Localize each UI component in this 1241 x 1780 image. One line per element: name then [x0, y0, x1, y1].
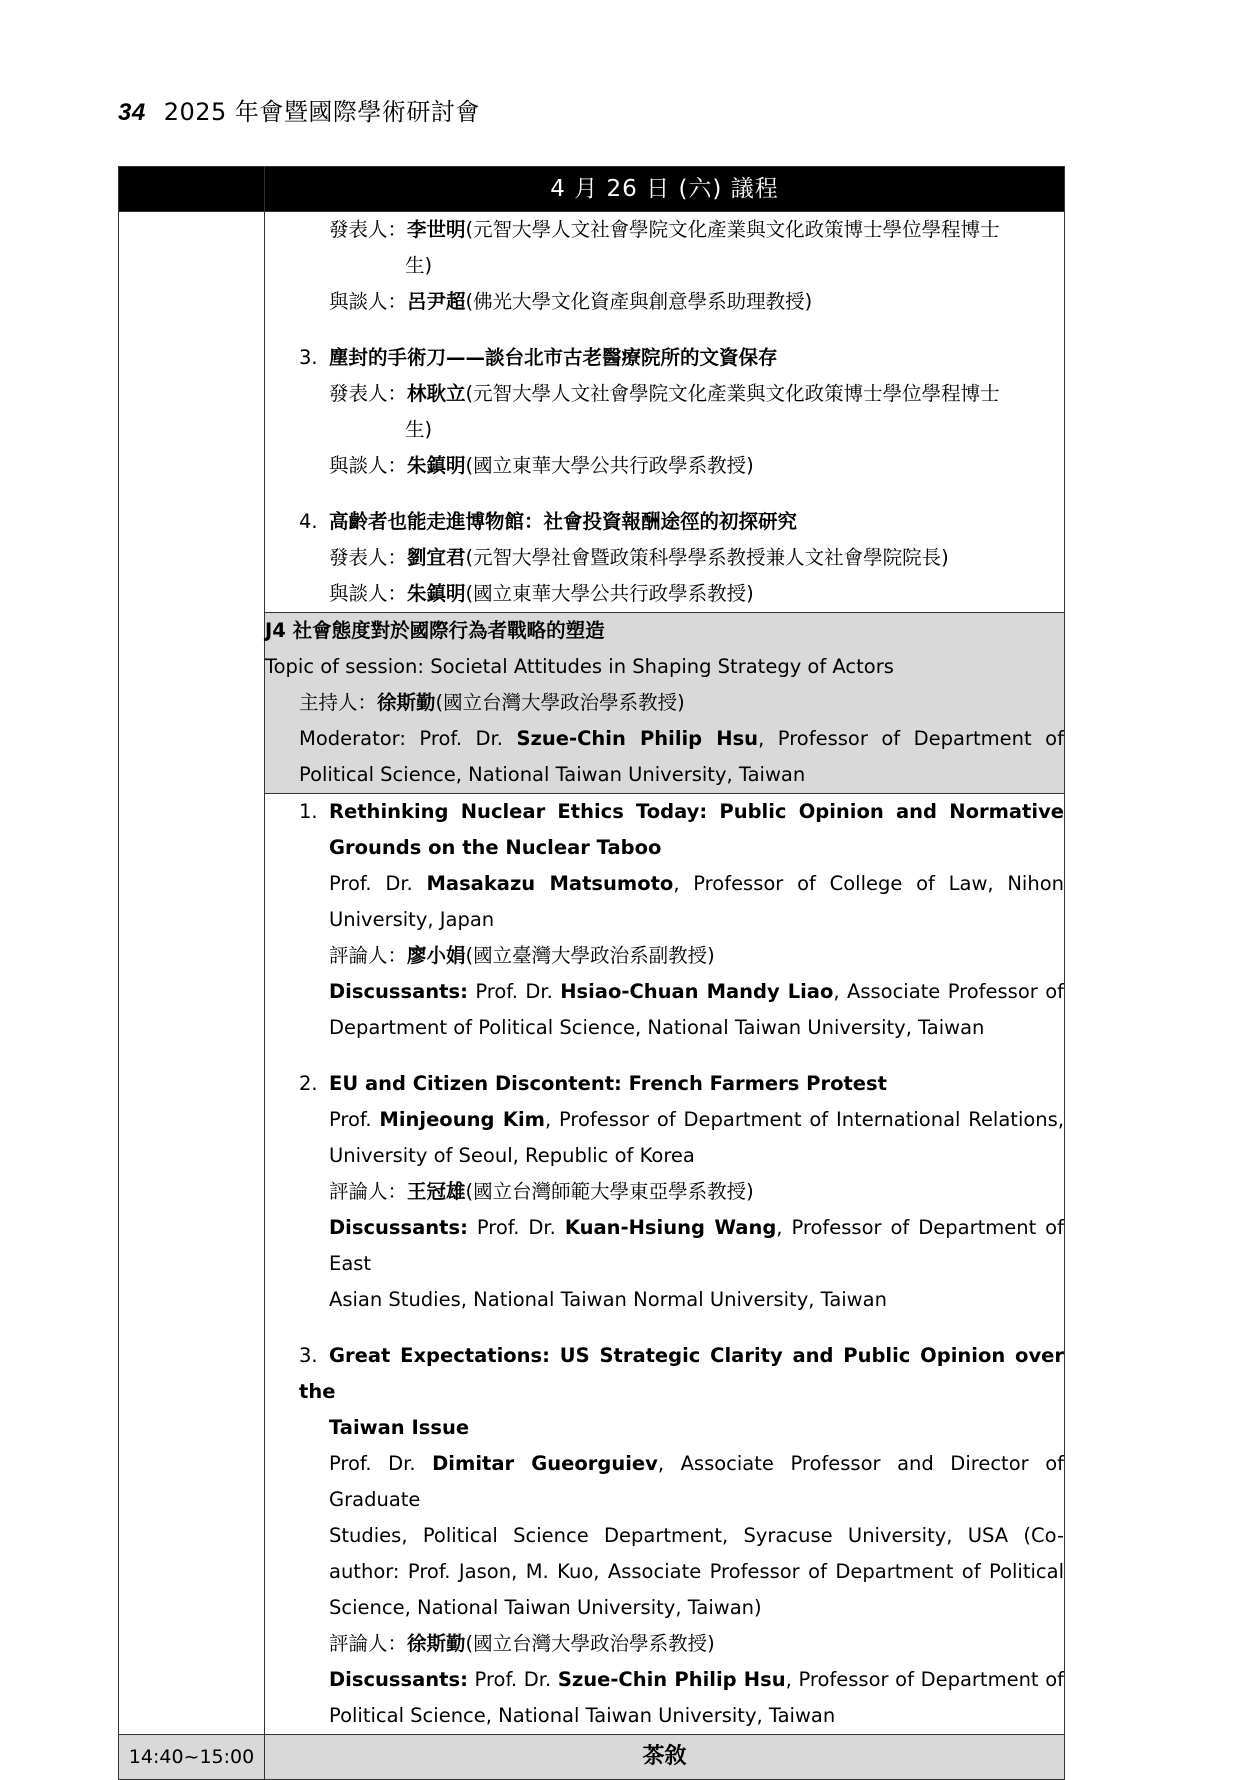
presenter-affiliation-cont: 生): [405, 254, 433, 277]
discussant-affiliation: (佛光大學文化資產與創意學系助理教授): [465, 290, 813, 313]
discussant-label: Discussants:: [329, 980, 468, 1003]
paper-title-line: [265, 340, 1064, 376]
author-affiliation-cont: Studies, Political Science Department, Syracuse University, USA (Co-: [329, 1524, 1064, 1547]
reviewer-label: 評論人：: [329, 944, 408, 967]
discussant-line: [265, 284, 1064, 320]
discussant-prefix: Prof. Dr.: [467, 1668, 558, 1691]
presenter-line: [265, 540, 1064, 576]
reviewer-name: 王冠雄: [407, 1180, 466, 1203]
document-title: 2025 年會暨國際學術研討會: [163, 98, 480, 126]
author-line: [265, 1446, 1064, 1518]
discussant-line: [265, 974, 1064, 1010]
break-row: [119, 1735, 1065, 1780]
paper-title: EU and Citizen Discontent: French Farmers Protest: [329, 1072, 887, 1095]
reviewer-label: 評論人：: [329, 1180, 408, 1203]
author-prefix: Prof. Dr.: [329, 1452, 433, 1475]
paper-title-line: [265, 504, 1064, 540]
presenter-label: 發表人：: [329, 382, 408, 405]
paper-number: 3.: [299, 346, 318, 369]
break-label-cell: [265, 1735, 1065, 1780]
reviewer-name: 廖小娟: [407, 944, 466, 967]
session-topic-en: Topic of session: Societal Attitudes in Shaping Strategy of Actors: [265, 655, 894, 678]
reviewer-name: 徐斯勤: [407, 1632, 466, 1655]
paper-number: 2.: [299, 1072, 318, 1095]
discussant-name: Kuan-Hsiung Wang: [564, 1216, 777, 1239]
discussant-name: 朱鎮明: [407, 582, 466, 605]
moderator-en-affiliation: , Professor of Department of: [758, 727, 1064, 750]
break-time-cell: [119, 1735, 265, 1780]
presenter-name: 李世明: [407, 218, 466, 241]
presenter-affiliation: (元智大學社會暨政策科學學系教授兼人文社會學院院長): [465, 546, 949, 569]
discussant-prefix: Prof. Dr.: [467, 980, 561, 1003]
author-affiliation-cont: University, Japan: [329, 908, 495, 931]
reviewer-affiliation: (國立台灣師範大學東亞學系教授): [465, 1180, 754, 1203]
paper-number: 3.: [299, 1344, 318, 1367]
moderator-en-line-cont: Political Science, National Taiwan University, Taiwan: [299, 763, 806, 786]
discussant-affiliation: , Professor of Department of East: [329, 1216, 1064, 1275]
session-header-cell: [265, 613, 1065, 794]
running-head: [118, 96, 480, 129]
paper-title: 高齡者也能走進博物館：社會投資報酬途徑的初探研究: [329, 510, 798, 533]
author-name: Masakazu Matsumoto: [426, 872, 674, 895]
author-prefix: Prof.: [329, 1108, 380, 1131]
paper-title-line: [265, 794, 1064, 830]
discussant-label: 與談人：: [329, 290, 408, 313]
table-header-row: [119, 167, 1065, 212]
discussant-affiliation-cont: Political Science, National Taiwan University, Taiwan: [329, 1704, 836, 1727]
session-code-title: [265, 613, 1064, 649]
discussant-affiliation-cont: Department of Political Science, National Taiwan University, Taiwan: [329, 1016, 985, 1039]
header-date-cell: [265, 167, 1065, 212]
discussant-affiliation: , Associate Professor of: [833, 980, 1064, 1003]
author-affiliation: , Professor of College of Law, Nihon: [673, 872, 1064, 895]
paper-title-cont: [265, 830, 1064, 866]
reviewer-affiliation: (國立台灣大學政治學系教授): [465, 1632, 715, 1655]
discussant-affiliation-cont: Asian Studies, National Taiwan Normal University, Taiwan: [329, 1288, 887, 1311]
paper-title-cont: [265, 1410, 1064, 1446]
presenter-affiliation: (元智大學人文社會學院文化產業與文化政策博士學位學程博士: [465, 382, 1000, 405]
discussant-affiliation: (國立東華大學公共行政學系教授): [465, 454, 754, 477]
header-time-cell: [119, 167, 265, 212]
reviewer-line: [265, 1626, 1064, 1662]
author-prefix: Prof. Dr.: [329, 872, 427, 895]
paper-title: Rethinking Nuclear Ethics Today: Public Opinion and Normative: [329, 800, 1064, 823]
moderator-label: 主持人：: [299, 691, 378, 714]
author-affiliation-cont: author: Prof. Jason, M. Kuo, Associate Professor of Department of Political: [329, 1560, 1064, 1583]
presenter-line: [265, 376, 1064, 412]
presenter-name: 林耿立: [407, 382, 466, 405]
session-title-zh: J4 社會態度對於國際行為者戰略的塑造: [265, 619, 605, 642]
time-cell-empty: [119, 212, 265, 1735]
author-line: [265, 866, 1064, 902]
discussant-label: 與談人：: [329, 454, 408, 477]
discussant-affiliation: , Professor of Department of: [785, 1668, 1064, 1691]
continued-papers-cell: [265, 212, 1065, 613]
author-name: Dimitar Gueorguiev: [432, 1452, 658, 1475]
discussant-name: Szue-Chin Philip Hsu: [557, 1668, 786, 1691]
discussant-line: [265, 448, 1064, 484]
presenter-name: 劉宜君: [407, 546, 466, 569]
author-name: Minjeoung Kim: [379, 1108, 545, 1131]
paper-title: Great Expectations: US Strategic Clarity and Public Opinion over the: [299, 1344, 1064, 1403]
paper-title-cont-text: Taiwan Issue: [329, 1416, 470, 1439]
paper-entry: [265, 1066, 1064, 1318]
reviewer-affiliation: (國立臺灣大學政治系副教授): [465, 944, 715, 967]
author-affiliation-cont: Science, National Taiwan University, Taiwan): [329, 1596, 762, 1619]
agenda-table: [118, 166, 1065, 1780]
moderator-zh-line: [265, 685, 1064, 721]
page-number: 34: [118, 99, 146, 126]
moderator-affiliation: (國立台灣大學政治學系教授): [435, 691, 685, 714]
discussant-prefix: Prof. Dr.: [467, 1216, 565, 1239]
author-line: [265, 1102, 1064, 1138]
paper-title-line: [265, 1066, 1064, 1102]
presenter-label: 發表人：: [329, 218, 408, 241]
discussant-affiliation: (國立東華大學公共行政學系教授): [465, 582, 754, 605]
discussant-label: Discussants:: [329, 1668, 468, 1691]
agenda-date: 4 月 26 日 (六) 議程: [550, 176, 779, 202]
reviewer-label: 評論人：: [329, 1632, 408, 1655]
presenter-label: 發表人：: [329, 546, 408, 569]
reviewer-line: [265, 1174, 1064, 1210]
reviewer-line: [265, 938, 1064, 974]
moderator-en-name: Szue-Chin Philip Hsu: [516, 727, 759, 750]
break-label: 茶敘: [642, 1744, 687, 1769]
discussant-name: 朱鎮明: [407, 454, 466, 477]
paper-number: 1.: [299, 800, 318, 823]
discussant-line: [265, 1662, 1064, 1698]
discussant-line: [265, 576, 1064, 612]
paper-title-cont-text: Grounds on the Nuclear Taboo: [329, 836, 662, 859]
moderator-en-line: [265, 721, 1064, 757]
discussant-label: Discussants:: [329, 1216, 468, 1239]
paper-title-line: [265, 1338, 1064, 1410]
presenter-affiliation-cont: 生): [405, 418, 433, 441]
discussant-name: 呂尹超: [407, 290, 466, 313]
paper-title: 塵封的手術刀——談台北市古老醫療院所的文資保存: [329, 346, 778, 369]
discussant-line: [265, 1210, 1064, 1282]
presenter-line: [265, 212, 1064, 248]
presenter-affiliation: (元智大學人文社會學院文化產業與文化政策博士學位學程博士: [465, 218, 1000, 241]
author-affiliation: , Associate Professor and Director of Graduate: [329, 1452, 1064, 1511]
continued-papers-row: [119, 212, 1065, 613]
paper-number: 4.: [299, 510, 318, 533]
discussant-name: Hsiao-Chuan Mandy Liao: [560, 980, 834, 1003]
paper-entry: [265, 1338, 1064, 1734]
paper-entry: [265, 794, 1064, 1046]
moderator-name: 徐斯勤: [377, 691, 436, 714]
author-affiliation-cont: University of Seoul, Republic of Korea: [329, 1144, 695, 1167]
session-papers-cell: [265, 794, 1065, 1735]
break-time: 14:40~15:00: [128, 1746, 255, 1768]
moderator-en-prefix: Moderator: Prof. Dr.: [299, 727, 517, 750]
author-affiliation: , Professor of Department of International Relations,: [544, 1108, 1065, 1131]
discussant-label: 與談人：: [329, 582, 408, 605]
